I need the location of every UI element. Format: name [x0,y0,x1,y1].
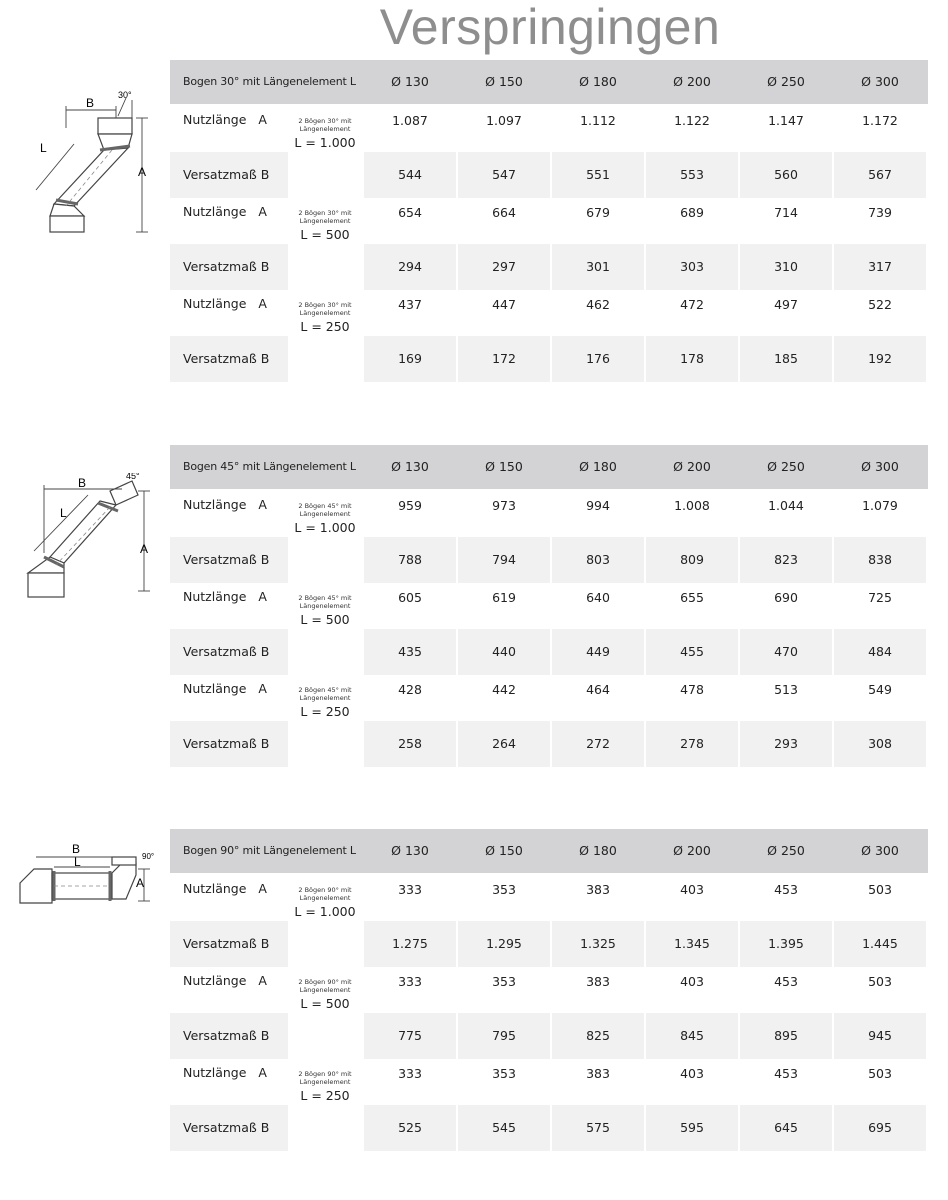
column-header: Ø 300 [834,60,926,104]
section-45 [0,445,948,765]
table-cell: 825 [552,1013,644,1059]
row-label-letter: A [258,881,267,896]
diagram-30-l-label: L [40,141,47,155]
table-cell: 994 [586,498,610,513]
table-cell: 525 [364,1105,456,1151]
table-cell: 567 [834,152,926,198]
group-length-note: 2 Bögen 30° mit Längenelement L = 1.000 [288,106,362,198]
table-cell: 1.445 [834,921,926,967]
table-cell: 484 [834,629,926,675]
diagram-30-degree [14,88,162,248]
table-cell: 1.172 [862,113,898,128]
table-cell: 690 [774,590,798,605]
table-cell: 264 [458,721,550,767]
column-header: Ø 200 [646,445,738,489]
column-header: Ø 130 [364,445,456,489]
table-cell: 654 [398,205,422,220]
length-value: L = 500 [300,612,350,627]
table-cell: 1.295 [458,921,550,967]
table-row [170,721,928,767]
diagram-45-l-label: L [60,506,67,520]
group-length-note: 2 Bögen 90° mit Längenelement L = 1.000 [288,875,362,967]
group-length-note: 2 Bögen 30° mit Längenelement L = 500 [288,198,362,290]
table-cell: 383 [586,1066,610,1081]
table-row [170,1013,928,1059]
table-cell: 803 [552,537,644,583]
table-header-label: Bogen 45° mit Längenelement L [170,445,362,489]
table-row [170,152,928,198]
table-cell: 272 [552,721,644,767]
row-label-nutzlaenge: Nutzlänge [183,296,247,311]
table-cell: 823 [740,537,832,583]
diagram-90-b-label: B [72,842,81,856]
table-row [170,1105,928,1151]
table-cell: 172 [458,336,550,382]
table-cell: 169 [364,336,456,382]
row-label-nutzlaenge: Nutzlänge [183,681,247,696]
row-label-letter: A [258,589,267,604]
table-cell: 383 [586,974,610,989]
table-cell: 308 [834,721,926,767]
group-length-note: 2 Bögen 90° mit Längenelement L = 500 [288,967,362,1059]
table-cell: 560 [740,152,832,198]
table-cell: 403 [680,882,704,897]
diagram-45-a-label: A [140,542,149,556]
table-cell: 788 [364,537,456,583]
table-cell: 725 [868,590,892,605]
table-cell: 455 [646,629,738,675]
column-header: Ø 130 [364,60,456,104]
table-cell: 383 [586,882,610,897]
table-cell: 547 [458,152,550,198]
table-cell: 945 [834,1013,926,1059]
table-cell: 462 [586,297,610,312]
table-cell: 1.097 [486,113,522,128]
column-header: Ø 250 [740,60,832,104]
table-cell: 453 [774,1066,798,1081]
table-cell: 472 [680,297,704,312]
table-cell: 403 [680,974,704,989]
table-cell: 1.008 [674,498,710,513]
table-cell: 775 [364,1013,456,1059]
diagram-90-l-label: L [74,855,81,869]
row-label-versatzmass: Versatzmaß B [170,629,288,675]
column-header: Ø 180 [552,829,644,873]
length-value: L = 500 [300,227,350,242]
column-header: Ø 180 [552,445,644,489]
table-cell: 497 [774,297,798,312]
row-label-nutzlaenge: Nutzlänge [183,881,247,896]
table-cell: 333 [398,1066,422,1081]
table-cell: 1.147 [768,113,804,128]
diagram-45-degree [14,473,162,633]
row-label-versatzmass: Versatzmaß B [170,336,288,382]
table-cell: 333 [398,974,422,989]
table-cell: 973 [492,498,516,513]
table-cell: 297 [458,244,550,290]
table-cell: 809 [646,537,738,583]
row-label-letter: A [258,1065,267,1080]
table-cell: 403 [680,1066,704,1081]
table-cell: 1.044 [768,498,804,513]
group-length-note: 2 Bögen 45° mit Längenelement L = 250 [288,675,362,767]
table-row [170,629,928,675]
table-cell: 449 [552,629,644,675]
length-value: L = 250 [300,1088,350,1103]
table-row [170,967,928,1013]
table-cell: 1.087 [392,113,428,128]
diagram-30-angle-label: 30° [118,90,132,100]
table-cell: 679 [586,205,610,220]
table-row [170,1059,928,1105]
table-cell: 655 [680,590,704,605]
column-header: Ø 150 [458,445,550,489]
table-cell: 447 [492,297,516,312]
column-header: Ø 150 [458,60,550,104]
row-label-versatzmass: Versatzmaß B [170,537,288,583]
page-title: Verspringingen [379,0,721,55]
row-label-letter: A [258,973,267,988]
group-length-note: 2 Bögen 45° mit Längenelement L = 500 [288,583,362,675]
table-cell: 258 [364,721,456,767]
length-value: L = 1.000 [294,904,356,919]
table-cell: 503 [868,1066,892,1081]
table-row [170,106,928,152]
row-label-nutzlaenge: Nutzlänge [183,204,247,219]
column-header: Ø 200 [646,60,738,104]
table-header-label: Bogen 30° mit Längenelement L [170,60,362,104]
table-cell: 1.325 [552,921,644,967]
row-label-nutzlaenge: Nutzlänge [183,589,247,604]
row-label-versatzmass: Versatzmaß B [170,921,288,967]
table-cell: 1.275 [364,921,456,967]
table-cell: 301 [552,244,644,290]
column-header: Ø 130 [364,829,456,873]
table-row [170,244,928,290]
table-cell: 595 [646,1105,738,1151]
row-label-versatzmass: Versatzmaß B [170,721,288,767]
row-label-letter: A [258,112,267,127]
table-cell: 795 [458,1013,550,1059]
row-label-letter: A [258,204,267,219]
table-row [170,675,928,721]
table-cell: 176 [552,336,644,382]
table-cell: 333 [398,882,422,897]
table-cell: 464 [586,682,610,697]
table-cell: 1.112 [580,113,616,128]
column-header: Ø 200 [646,829,738,873]
table-cell: 513 [774,682,798,697]
column-header: Ø 250 [740,829,832,873]
table-cell: 664 [492,205,516,220]
row-label-nutzlaenge: Nutzlänge [183,112,247,127]
row-label-nutzlaenge: Nutzlänge [183,973,247,988]
table-row [170,583,928,629]
table-cell: 1.345 [646,921,738,967]
table-cell: 178 [646,336,738,382]
length-value: L = 1.000 [294,520,356,535]
table-row [170,290,928,336]
table-cell: 192 [834,336,926,382]
length-value: L = 250 [300,704,350,719]
row-label-versatzmass: Versatzmaß B [170,152,288,198]
table-cell: 353 [492,1066,516,1081]
table-row [170,875,928,921]
table-cell: 739 [868,205,892,220]
table-cell: 293 [740,721,832,767]
column-header: Ø 150 [458,829,550,873]
table-cell: 278 [646,721,738,767]
row-label-letter: A [258,497,267,512]
group-length-note: 2 Bögen 90° mit Längenelement L = 250 [288,1059,362,1151]
table-cell: 794 [458,537,550,583]
group-length-note: 2 Bögen 45° mit Längenelement L = 1.000 [288,491,362,583]
column-header: Ø 180 [552,60,644,104]
table-cell: 303 [646,244,738,290]
table-cell: 353 [492,882,516,897]
table-cell: 453 [774,882,798,897]
diagram-30-a-label: A [138,165,147,179]
table-cell: 575 [552,1105,644,1151]
table-cell: 645 [740,1105,832,1151]
table-cell: 437 [398,297,422,312]
length-value: L = 500 [300,996,350,1011]
table-cell: 470 [740,629,832,675]
table-cell: 1.122 [674,113,710,128]
row-label-versatzmass: Versatzmaß B [170,1013,288,1059]
table-cell: 689 [680,205,704,220]
table-cell: 605 [398,590,422,605]
table-cell: 549 [868,682,892,697]
table-cell: 435 [364,629,456,675]
length-value: L = 250 [300,319,350,334]
table-cell: 478 [680,682,704,697]
table-cell: 640 [586,590,610,605]
table-row [170,198,928,244]
table-cell: 619 [492,590,516,605]
table-cell: 353 [492,974,516,989]
diagram-45-angle-label: 45° [126,473,140,481]
table-cell: 714 [774,205,798,220]
table-cell: 545 [458,1105,550,1151]
table-cell: 503 [868,974,892,989]
row-label-letter: A [258,681,267,696]
table-row [170,491,928,537]
table-row [170,336,928,382]
table-cell: 440 [458,629,550,675]
section-30 [0,60,948,380]
group-length-note: 2 Bögen 30° mit Längenelement L = 250 [288,290,362,382]
diagram-45-b-label: B [78,476,87,490]
column-header: Ø 300 [834,829,926,873]
table-cell: 453 [774,974,798,989]
diagram-90-angle-label: 90° [142,852,155,861]
table-cell: 294 [364,244,456,290]
table-cell: 317 [834,244,926,290]
table-30-degree [170,60,928,380]
table-cell: 695 [834,1105,926,1151]
table-row [170,537,928,583]
table-cell: 310 [740,244,832,290]
table-row [170,921,928,967]
table-cell: 959 [398,498,422,513]
table-cell: 544 [364,152,456,198]
row-label-versatzmass: Versatzmaß B [170,1105,288,1151]
table-cell: 522 [868,297,892,312]
row-label-versatzmass: Versatzmaß B [170,244,288,290]
table-cell: 503 [868,882,892,897]
row-label-letter: A [258,296,267,311]
column-header: Ø 300 [834,445,926,489]
diagram-30-b-label: B [86,96,95,110]
table-cell: 185 [740,336,832,382]
table-cell: 1.395 [740,921,832,967]
table-cell: 442 [492,682,516,697]
table-90-degree [170,829,928,1149]
table-header-label: Bogen 90° mit Längenelement L [170,829,362,873]
table-cell: 895 [740,1013,832,1059]
table-cell: 1.079 [862,498,898,513]
diagram-90-degree [14,839,162,999]
section-90 [0,829,948,1149]
table-45-degree [170,445,928,765]
table-cell: 845 [646,1013,738,1059]
table-cell: 553 [646,152,738,198]
column-header: Ø 250 [740,445,832,489]
length-value: L = 1.000 [294,135,356,150]
table-cell: 428 [398,682,422,697]
diagram-90-a-label: A [136,876,145,890]
table-cell: 551 [552,152,644,198]
row-label-nutzlaenge: Nutzlänge [183,1065,247,1080]
table-cell: 838 [834,537,926,583]
row-label-nutzlaenge: Nutzlänge [183,497,247,512]
